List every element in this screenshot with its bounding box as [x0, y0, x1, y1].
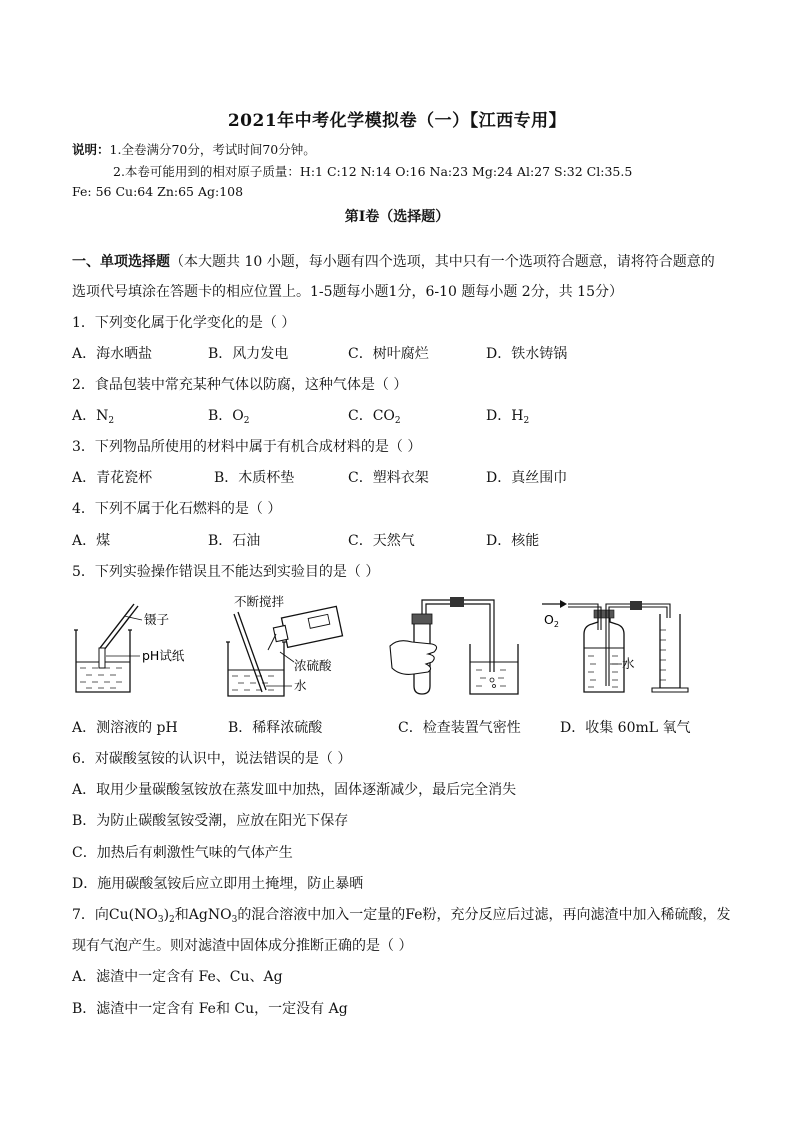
q3-option-c: C．塑料衣架	[348, 470, 429, 486]
q6-option-b: B．为防止碳酸氢铵受潮，应放在阳光下保存	[72, 813, 349, 829]
q2-option-c: C．$CO_2$	[348, 408, 401, 426]
q5-option-c: C．检查装置气密性	[398, 720, 521, 736]
q5-figure-a	[72, 590, 212, 704]
tweezers-icon	[100, 604, 134, 648]
q7-option-b: B．滤渣中一定含有 Fe和 Cu，一定没有 Ag	[72, 1001, 348, 1017]
q4-option-d: D．核能	[486, 533, 540, 549]
label-water-d: 水	[622, 656, 635, 671]
dilution-diagram	[222, 590, 362, 702]
q5-option-b: B．稀释浓硫酸	[228, 720, 323, 736]
q3-stem: 3．下列物品所使用的材料中属于有机合成材料的是（ ）	[72, 439, 422, 455]
q3-option-d: D．真丝围巾	[486, 470, 568, 486]
tube-connector	[450, 597, 464, 607]
notes-line-3: Fe: 56 Cu:64 Zn:65 Ag:108	[72, 184, 244, 199]
q1-option-b: B．风力发电	[208, 346, 289, 362]
bottle-stopper	[594, 610, 614, 618]
part1-desc-1: （本大题共 10 小题，每小题有四个选项，其中只有一个选项符合题意，请将符合题意的	[170, 254, 715, 270]
reagent-bottle	[272, 606, 343, 649]
q5-figure-d	[540, 590, 700, 704]
q6-option-c: C．加热后有刺激性气味的气体产生	[72, 845, 293, 861]
label-acid: 浓硫酸	[294, 658, 332, 673]
q5-option-a: A．测溶液的 pH	[72, 720, 178, 736]
gas-collection-diagram	[540, 590, 700, 700]
q6-option-a: A．取用少量碳酸氢铵放在蒸发皿中加热，固体逐渐减少，最后完全消失	[72, 782, 517, 798]
beaker-b	[228, 642, 284, 696]
label-tweezers: 镊子	[144, 612, 170, 627]
q4-option-b: B．石油	[208, 533, 261, 549]
part1-heading: 一、单项选择题	[72, 254, 170, 270]
hand-icon	[390, 641, 437, 675]
stopper	[412, 614, 432, 624]
q1-stem: 1．下列变化属于化学变化的是（ ）	[72, 315, 296, 331]
q4-option-a: A．煤	[72, 533, 111, 549]
q2-option-b: B．$O_2$	[208, 408, 250, 426]
q5-option-d: D．收集 60mL 氧气	[560, 720, 691, 736]
q3-option-b: B．木质杯垫	[214, 470, 295, 486]
ph-paper-strip	[99, 648, 105, 668]
q1-option-c: C．树叶腐烂	[348, 346, 429, 362]
glass-rod	[234, 614, 262, 692]
q5-figure-c	[384, 590, 534, 704]
q3-option-a: A．青花瓷杯	[72, 470, 153, 486]
page-title: 2021年中考化学模拟卷（一）【江西专用】	[227, 111, 567, 131]
notes-line-2: 2.本卷可能用到的相对原子质量：H:1 C:12 N:14 O:16 Na:23 Mg:24 Al:27 S:32 Cl:35.5	[113, 164, 633, 179]
part1-instructions-line-1	[72, 251, 715, 271]
notes-text-1: 1.全卷满分70分，考试时间70分钟。	[109, 142, 316, 157]
q7-option-a: A．滤渣中一定含有 Fe、Cu、Ag	[72, 969, 283, 985]
q2-option-a: A．$N_2$	[72, 408, 115, 426]
airtightness-diagram	[384, 590, 534, 700]
q4-stem: 4．下列不属于化石燃料的是（ ）	[72, 501, 282, 517]
arrow-icon	[560, 600, 567, 608]
q1-option-a: A．海水晒盐	[72, 346, 153, 362]
q7-stem-line-1: 7．向$Cu(NO_3)_2$和AgNO$_3$的混合溶液中加入一定量的Fe粉，充分反应后过滤，再向滤渣中加入稀硫酸，发	[72, 907, 731, 925]
q5-stem: 5．下列实验操作错误且不能达到实验目的是（ ）	[72, 564, 380, 580]
label-oxygen: $O_2$	[544, 612, 559, 629]
q5-figure-b	[222, 590, 362, 706]
gas-bottle	[584, 616, 624, 692]
q2-option-d: D．$H_2$	[486, 408, 530, 426]
label-water: 水	[294, 678, 307, 693]
section-title: 第Ⅰ卷（选择题）	[344, 209, 450, 225]
q7-stem-line-2: 现有气泡产生。则对滤渣中固体成分推断正确的是（ ）	[72, 938, 413, 954]
q6-stem: 6．对碳酸氢铵的认识中，说法错误的是（ ）	[72, 751, 352, 767]
notes-line-1	[72, 140, 316, 158]
graduated-cylinder	[660, 614, 680, 688]
q2-stem: 2．食品包装中常充某种气体以防腐，这种气体是（ ）	[72, 377, 408, 393]
part1-instructions-line-2: 选项代号填涂在答题卡的相应位置上。1-5题每小题1分，6-10 题每小题 2分，共 15分）	[72, 284, 623, 300]
notes-label: 说明：	[72, 142, 110, 157]
q4-option-c: C．天然气	[348, 533, 415, 549]
ph-test-diagram	[72, 590, 212, 700]
label-ph-paper: pH试纸	[142, 648, 185, 663]
label-stir: 不断搅拌	[234, 594, 285, 609]
q6-option-d: D．施用碳酸氢铵后应立即用土掩埋，防止暴晒	[72, 876, 364, 892]
q1-option-d: D．铁水铸锅	[486, 346, 568, 362]
